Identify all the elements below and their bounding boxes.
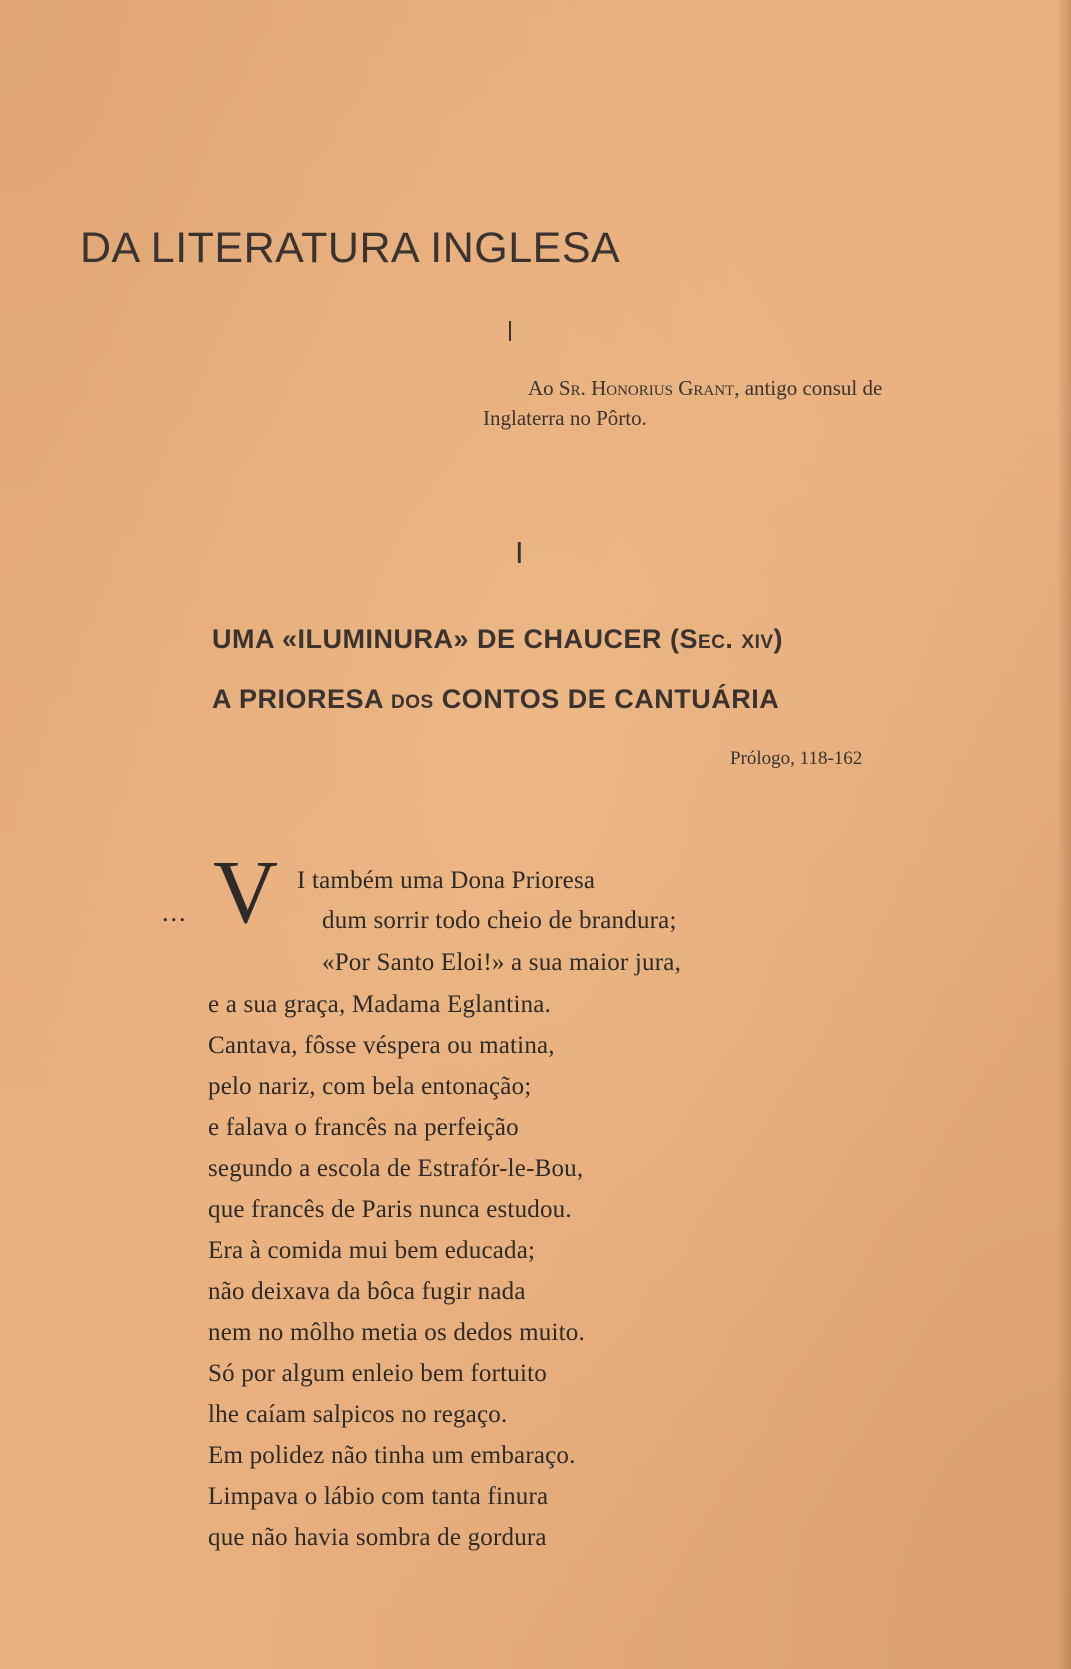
drop-cap-letter: V	[213, 843, 278, 942]
verse-line: pelo nariz, com bela entonação;	[208, 1073, 532, 1100]
verse-line: Só por algum enleio bem fortuito	[208, 1360, 547, 1387]
page-edge-shadow	[1057, 0, 1071, 1669]
dedication-line-1	[483, 373, 983, 403]
verse-line: que não havia sombra de gordura	[208, 1524, 547, 1551]
verse-line: e falava o francês na perfeição	[208, 1114, 519, 1141]
verse-line: não deixava da bôca fugir nada	[208, 1278, 526, 1305]
dedication-suffix: antigo consul de	[744, 376, 883, 400]
page-title: DA LITERATURA INGLESA	[80, 224, 621, 272]
chapter-title-close: )	[773, 624, 784, 654]
chapter-title-line-1	[212, 624, 783, 655]
chapter-title-connector: dos	[391, 684, 434, 714]
prologue-reference: Prólogo, 118-162	[730, 748, 863, 769]
verse-line: Limpava o lábio com tanta finura	[208, 1483, 549, 1510]
dedication-name: Sr. Honorius Grant,	[558, 376, 740, 400]
dedication-prefix: Ao	[528, 376, 554, 400]
verse-line: lhe caíam salpicos no regaço.	[208, 1401, 508, 1428]
verse-line: e a sua graça, Madama Eglantina.	[208, 991, 552, 1018]
century-label: Sec. xiv	[679, 624, 774, 654]
verse-line: I também uma Dona Prioresa	[297, 867, 596, 894]
verse-line: Era à comida mui bem educada;	[208, 1237, 536, 1264]
verse-line: Em polidez não tinha um embaraço.	[208, 1442, 576, 1469]
chapter-title-part-1: A PRIORESA	[212, 684, 384, 714]
section-number: I	[515, 535, 524, 570]
verse-line: segundo a escola de Estrafór-le-Bou,	[208, 1155, 584, 1182]
chapter-title-line-2	[212, 684, 779, 715]
verse-line: que francês de Paris nunca estudou.	[208, 1196, 572, 1223]
chapter-title-text: UMA «ILUMINURA» DE CHAUCER (	[212, 624, 680, 654]
verse-line: Cantava, fôsse véspera ou matina,	[208, 1032, 555, 1059]
decorative-tick-mark	[509, 321, 511, 341]
verse-line: «Por Santo Eloi!» a sua maior jura,	[322, 949, 682, 976]
dedication-line-2: Inglaterra no Pôrto.	[483, 406, 647, 430]
chapter-title-part-2: CONTOS DE CANTUÁRIA	[441, 684, 780, 714]
verse-line: dum sorrir todo cheio de brandura;	[322, 907, 677, 934]
dedication	[483, 373, 983, 433]
ellipsis-mark: ...	[162, 898, 188, 927]
verse-line: nem no môlho metia os dedos muito.	[208, 1319, 585, 1346]
